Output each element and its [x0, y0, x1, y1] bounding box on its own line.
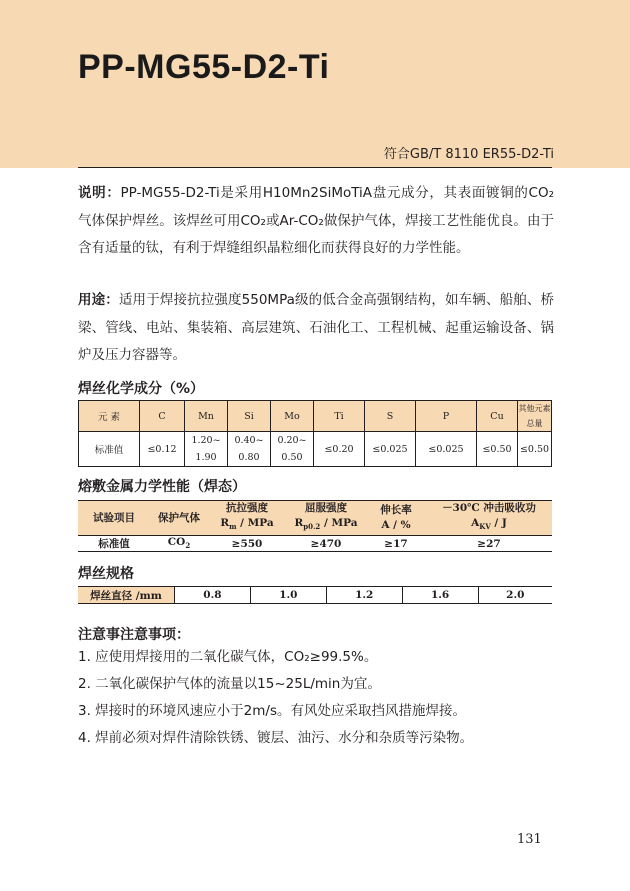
chemistry-header-cell: Mo: [271, 401, 314, 432]
gas-value: CO: [167, 536, 186, 549]
si-range-high: 0.80: [238, 452, 260, 463]
tensile-unit: R: [220, 517, 230, 530]
list-item: 4. 焊前必须对焊件清除铁锈、镀层、油污、水分和杂质等污染物。: [78, 730, 474, 746]
col-yield: [286, 501, 366, 536]
mechanical-title: 熔敷金属力学性能（焊态）: [78, 479, 246, 495]
elong-unit: A / %: [381, 519, 411, 531]
description-text: PP-MG55-D2-Ti是采用H10Mn2SiMoTiA盘元成分，其表面镀铜的CO₂气体保护焊丝。该焊丝可用CO₂或Ar-CO₂做保护气体，焊接工艺性能优良。由于含有适量的钛，有利于焊缝组织晶粒细化而获得良好的力学性能。: [78, 185, 555, 256]
yield-unit-sub: p0.2: [303, 522, 321, 532]
chemistry-header-cell: C: [140, 401, 185, 432]
notes-title: 注意事注意事项：: [78, 627, 190, 643]
other-header-line2: 总量: [526, 419, 543, 428]
chemistry-header-row: [79, 401, 552, 432]
mechanical-gas-value: [150, 536, 208, 552]
wire-spec-label: 焊丝直径 /mm: [78, 587, 175, 604]
chemistry-value-row: [79, 432, 552, 467]
chemistry-header-cell: Si: [228, 401, 271, 432]
chemistry-table: [78, 400, 552, 467]
mechanical-impact-value: ≥27: [426, 536, 552, 552]
mechanical-tensile-value: ≥550: [208, 536, 286, 552]
col-gas: 保护气体: [150, 501, 208, 536]
chemistry-header-cell: S: [365, 401, 416, 432]
page-title: PP-MG55-D2-Ti: [78, 48, 330, 86]
tensile-label: 抗拉强度: [226, 502, 268, 515]
chemistry-value-cell: ≤0.50: [518, 432, 552, 467]
impact-unit-post: / J: [490, 517, 507, 530]
col-elongation: [366, 501, 426, 536]
mechanical-header-row: [78, 501, 552, 536]
impact-label: －30℃ 冲击吸收功: [442, 502, 536, 515]
elong-label: 伸长率: [380, 504, 412, 516]
chemistry-header-cell: [518, 401, 552, 432]
yield-unit: R: [294, 517, 304, 530]
page-number: 131: [517, 832, 542, 847]
chemistry-header-cell: P: [416, 401, 477, 432]
chemistry-value-cell: [185, 432, 228, 467]
wire-spec-table: [78, 586, 552, 604]
standard-compliance: 符合GB/T 8110 ER55-D2-Ti: [383, 147, 554, 162]
description-label: 说明：: [78, 185, 121, 201]
impact-unit: A: [471, 517, 480, 530]
yield-label: 屈服强度: [305, 502, 347, 515]
mechanical-elongation-value: ≥17: [366, 536, 426, 552]
wire-diameter-cell: 1.6: [402, 587, 478, 604]
tensile-unit-post: / MPa: [236, 517, 274, 530]
wire-diameter-cell: 2.0: [478, 587, 552, 604]
wire-spec-title: 焊丝规格: [78, 566, 134, 582]
mechanical-row-label: 标准值: [78, 536, 150, 552]
chemistry-value-cell: [228, 432, 271, 467]
chemistry-value-cell: ≤0.12: [140, 432, 185, 467]
wire-diameter-cell: 1.2: [326, 587, 402, 604]
header-divider: [78, 167, 552, 168]
yield-unit-post: / MPa: [320, 517, 358, 530]
description-paragraph: [78, 180, 554, 263]
chemistry-value-cell: ≤0.20: [314, 432, 365, 467]
wire-spec-row: [78, 587, 552, 604]
mn-range-low: 1.20~: [191, 435, 221, 446]
si-range-low: 0.40~: [234, 435, 264, 446]
list-item: 2. 二氧化碳保护气体的流量以15~25L/min为宜。: [78, 676, 381, 692]
list-item: 1. 应使用焊接用的二氧化碳气体，CO₂≥99.5%。: [78, 649, 378, 665]
col-tensile: [208, 501, 286, 536]
notes-list: [78, 644, 558, 752]
chemistry-header-cell: Ti: [314, 401, 365, 432]
chemistry-row-label: 标准值: [79, 432, 140, 467]
impact-unit-sub: KV: [479, 522, 491, 532]
mechanical-table: [78, 500, 552, 552]
mo-range-high: 0.50: [281, 452, 303, 463]
gas-value-sub: 2: [185, 541, 191, 551]
mechanical-value-row: [78, 536, 552, 552]
chemistry-header-cell: Mn: [185, 401, 228, 432]
chemistry-value-cell: [271, 432, 314, 467]
chemistry-header-cell: Cu: [477, 401, 518, 432]
usage-text: 适用于焊接抗拉强度550MPa级的低合金高强钢结构，如车辆、船舶、桥梁、管线、电站、集装箱、高层建筑、石油化工、工程机械、起重运输设备、锅炉及压力容器等。: [78, 292, 554, 363]
wire-diameter-cell: 0.8: [175, 587, 251, 604]
col-impact: [426, 501, 552, 536]
tensile-unit-sub: m: [229, 522, 237, 532]
chemistry-value-cell: ≤0.025: [365, 432, 416, 467]
chemistry-value-cell: ≤0.50: [477, 432, 518, 467]
usage-paragraph: [78, 287, 554, 370]
col-test-item: 试验项目: [78, 501, 150, 536]
chemistry-title: 焊丝化学成分（%）: [78, 381, 205, 397]
wire-diameter-cell: 1.0: [250, 587, 326, 604]
list-item: 3. 焊接时的环境风速应小于2m/s。有风处应采取挡风措施焊接。: [78, 703, 466, 719]
mn-range-high: 1.90: [195, 452, 217, 463]
mo-range-low: 0.20~: [277, 435, 307, 446]
chemistry-value-cell: ≤0.025: [416, 432, 477, 467]
chemistry-header-cell: 元 素: [79, 401, 140, 432]
other-header-line1: 其他元素: [518, 404, 551, 413]
usage-label: 用途：: [78, 292, 119, 308]
mechanical-yield-value: ≥470: [286, 536, 366, 552]
